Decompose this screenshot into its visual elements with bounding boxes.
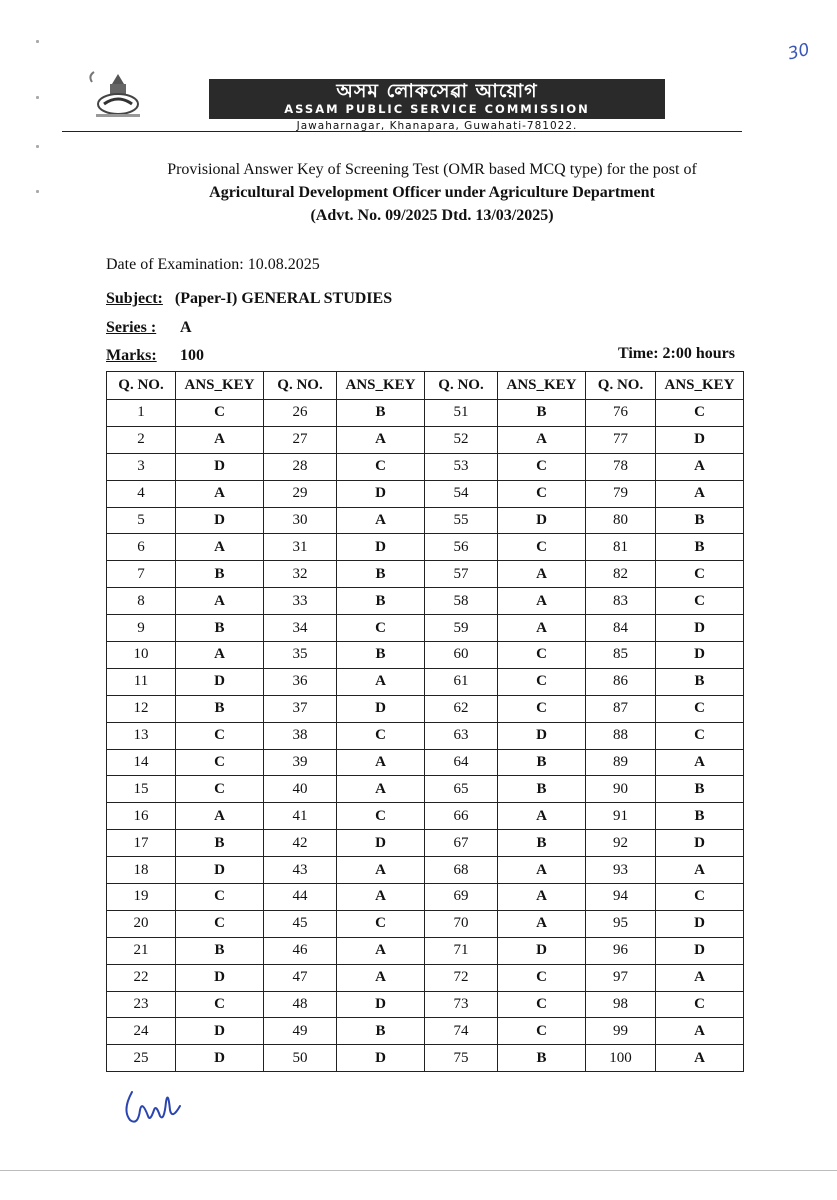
answer-key-cell: A (498, 561, 586, 588)
answer-key-cell: B (337, 561, 425, 588)
question-number-cell: 34 (264, 615, 337, 642)
question-number-cell: 30 (264, 507, 337, 534)
answer-key-cell: B (656, 668, 744, 695)
answer-key-cell: D (337, 1045, 425, 1072)
answer-key-cell: B (498, 749, 586, 776)
answer-key-cell: A (337, 857, 425, 884)
question-number-cell: 56 (425, 534, 498, 561)
exam-date: Date of Examination: 10.08.2025 (106, 256, 320, 273)
table-row (107, 937, 744, 964)
series-line (106, 318, 192, 338)
question-number-cell: 65 (425, 776, 498, 803)
question-number-cell: 8 (107, 588, 176, 615)
answer-key-cell: D (656, 642, 744, 669)
answer-key-cell: C (176, 910, 264, 937)
answer-key-cell: C (656, 884, 744, 911)
answer-key-cell: A (337, 668, 425, 695)
answer-key-cell: D (498, 937, 586, 964)
answer-key-cell: B (656, 507, 744, 534)
table-row (107, 507, 744, 534)
table-row (107, 588, 744, 615)
question-number-cell: 16 (107, 803, 176, 830)
answer-key-cell: D (337, 480, 425, 507)
question-number-cell: 68 (425, 857, 498, 884)
question-number-cell: 91 (586, 803, 656, 830)
table-row (107, 722, 744, 749)
answer-key-cell: C (176, 884, 264, 911)
question-number-cell: 10 (107, 642, 176, 669)
header-q-no: Q. NO. (425, 372, 498, 400)
question-number-cell: 71 (425, 937, 498, 964)
question-number-cell: 35 (264, 642, 337, 669)
question-number-cell: 29 (264, 480, 337, 507)
question-number-cell: 23 (107, 991, 176, 1018)
series-value: A (180, 319, 192, 336)
answer-key-cell: B (498, 776, 586, 803)
question-number-cell: 88 (586, 722, 656, 749)
table-row (107, 884, 744, 911)
header-ans-key: ANS_KEY (176, 372, 264, 400)
answer-key-cell: A (337, 884, 425, 911)
table-row (107, 830, 744, 857)
question-number-cell: 37 (264, 695, 337, 722)
question-number-cell: 82 (586, 561, 656, 588)
answer-key-cell: C (498, 534, 586, 561)
header-divider (62, 131, 742, 132)
question-number-cell: 93 (586, 857, 656, 884)
table-row (107, 991, 744, 1018)
answer-key-cell: B (176, 937, 264, 964)
answer-key-cell: C (498, 964, 586, 991)
question-number-cell: 19 (107, 884, 176, 911)
answer-key-cell: C (176, 722, 264, 749)
answer-key-cell: D (656, 937, 744, 964)
answer-key-cell: A (176, 480, 264, 507)
question-number-cell: 86 (586, 668, 656, 695)
answer-key-cell: A (656, 453, 744, 480)
question-number-cell: 78 (586, 453, 656, 480)
question-number-cell: 49 (264, 1018, 337, 1045)
question-number-cell: 75 (425, 1045, 498, 1072)
answer-key-cell: B (337, 1018, 425, 1045)
answer-key-cell: D (498, 722, 586, 749)
question-number-cell: 63 (425, 722, 498, 749)
answer-key-cell: A (498, 910, 586, 937)
question-number-cell: 15 (107, 776, 176, 803)
question-number-cell: 61 (425, 668, 498, 695)
question-number-cell: 24 (107, 1018, 176, 1045)
question-number-cell: 64 (425, 749, 498, 776)
header-q-no: Q. NO. (107, 372, 176, 400)
answer-key-cell: D (176, 507, 264, 534)
answer-key-cell: D (337, 991, 425, 1018)
answer-key-cell: D (176, 453, 264, 480)
table-header-row (107, 372, 744, 400)
table-row (107, 695, 744, 722)
table-row (107, 668, 744, 695)
table-row (107, 857, 744, 884)
question-number-cell: 84 (586, 615, 656, 642)
answer-key-cell: D (337, 534, 425, 561)
answer-key-cell: A (498, 426, 586, 453)
exam-time: Time: 2:00 hours (617, 345, 735, 362)
table-row (107, 480, 744, 507)
question-number-cell: 81 (586, 534, 656, 561)
question-number-cell: 45 (264, 910, 337, 937)
answer-key-cell: B (656, 534, 744, 561)
answer-key-cell: B (337, 642, 425, 669)
answer-key-cell: D (656, 426, 744, 453)
answer-key-cell: A (337, 937, 425, 964)
answer-key-cell: A (176, 426, 264, 453)
question-number-cell: 51 (425, 400, 498, 427)
answer-key-cell: B (498, 830, 586, 857)
question-number-cell: 44 (264, 884, 337, 911)
answer-key-cell: B (176, 561, 264, 588)
question-number-cell: 31 (264, 534, 337, 561)
question-number-cell: 20 (107, 910, 176, 937)
question-number-cell: 98 (586, 991, 656, 1018)
question-number-cell: 66 (425, 803, 498, 830)
question-number-cell: 60 (425, 642, 498, 669)
answer-key-cell: C (656, 991, 744, 1018)
answer-key-cell: C (498, 668, 586, 695)
bottom-divider (0, 1170, 837, 1171)
answer-key-cell: C (176, 749, 264, 776)
series-label: Series : (106, 319, 157, 336)
header-ans-key: ANS_KEY (656, 372, 744, 400)
question-number-cell: 28 (264, 453, 337, 480)
answer-key-cell: C (176, 400, 264, 427)
question-number-cell: 90 (586, 776, 656, 803)
question-number-cell: 11 (107, 668, 176, 695)
org-name-english: ASSAM PUBLIC SERVICE COMMISSION (284, 102, 590, 116)
table-row (107, 400, 744, 427)
header-ans-key: ANS_KEY (498, 372, 586, 400)
answer-key-cell: A (656, 749, 744, 776)
org-name-bengali: অসম লোকসেৱা আয়োগ (336, 80, 538, 102)
table-row (107, 534, 744, 561)
question-number-cell: 42 (264, 830, 337, 857)
answer-key-cell: B (176, 615, 264, 642)
answer-key-cell: C (176, 991, 264, 1018)
question-number-cell: 50 (264, 1045, 337, 1072)
answer-key-cell: B (656, 803, 744, 830)
answer-key-cell: C (498, 991, 586, 1018)
answer-key-cell: A (656, 857, 744, 884)
answer-key-cell: A (337, 507, 425, 534)
question-number-cell: 12 (107, 695, 176, 722)
header-q-no: Q. NO. (264, 372, 337, 400)
answer-key-cell: A (498, 615, 586, 642)
question-number-cell: 36 (264, 668, 337, 695)
org-address: Jawaharnagar, Khanapara, Guwahati-781022. (296, 120, 578, 132)
question-number-cell: 67 (425, 830, 498, 857)
question-number-cell: 54 (425, 480, 498, 507)
subject-line (106, 289, 392, 309)
question-number-cell: 83 (586, 588, 656, 615)
table-row (107, 615, 744, 642)
answer-key-cell: A (176, 642, 264, 669)
title-line-1: Provisional Answer Key of Screening Test (OMR based MCQ type) for the post of (167, 161, 697, 178)
marks-value: 100 (180, 347, 204, 364)
question-number-cell: 80 (586, 507, 656, 534)
answer-key-cell: A (176, 803, 264, 830)
answer-key-cell: C (498, 642, 586, 669)
answer-key-cell: C (498, 480, 586, 507)
question-number-cell: 21 (107, 937, 176, 964)
question-number-cell: 4 (107, 480, 176, 507)
title-line-3: (Advt. No. 09/2025 Dtd. 13/03/2025) (310, 207, 554, 224)
question-number-cell: 13 (107, 722, 176, 749)
header-q-no: Q. NO. (586, 372, 656, 400)
question-number-cell: 62 (425, 695, 498, 722)
answer-key-cell: A (656, 964, 744, 991)
question-number-cell: 9 (107, 615, 176, 642)
question-number-cell: 57 (425, 561, 498, 588)
answer-key-cell: A (176, 588, 264, 615)
answer-key-cell: C (337, 910, 425, 937)
answer-key-cell: D (656, 830, 744, 857)
document-title (70, 158, 794, 227)
question-number-cell: 94 (586, 884, 656, 911)
table-row (107, 749, 744, 776)
answer-key-cell: D (337, 830, 425, 857)
question-number-cell: 33 (264, 588, 337, 615)
question-number-cell: 26 (264, 400, 337, 427)
question-number-cell: 14 (107, 749, 176, 776)
question-number-cell: 74 (425, 1018, 498, 1045)
question-number-cell: 70 (425, 910, 498, 937)
question-number-cell: 73 (425, 991, 498, 1018)
question-number-cell: 46 (264, 937, 337, 964)
answer-key-cell: D (176, 1045, 264, 1072)
answer-key-cell: D (656, 910, 744, 937)
question-number-cell: 47 (264, 964, 337, 991)
answer-key-cell: B (498, 1045, 586, 1072)
answer-key-cell: A (498, 884, 586, 911)
table-row (107, 964, 744, 991)
answer-key-cell: C (337, 722, 425, 749)
question-number-cell: 18 (107, 857, 176, 884)
table-row (107, 642, 744, 669)
answer-key-cell: C (337, 803, 425, 830)
question-number-cell: 58 (425, 588, 498, 615)
marks-label: Marks: (106, 347, 157, 364)
subject-value: (Paper-I) GENERAL STUDIES (174, 290, 393, 307)
table-row (107, 561, 744, 588)
answer-key-cell: D (176, 1018, 264, 1045)
commission-banner (209, 79, 665, 119)
question-number-cell: 38 (264, 722, 337, 749)
answer-key-cell: B (337, 400, 425, 427)
answer-key-cell: D (176, 857, 264, 884)
marks-line (106, 346, 204, 366)
page-number: 30 (785, 39, 812, 65)
question-number-cell: 43 (264, 857, 337, 884)
answer-key-cell: B (176, 695, 264, 722)
answer-key-cell: C (337, 453, 425, 480)
question-number-cell: 59 (425, 615, 498, 642)
answer-key-cell: C (176, 776, 264, 803)
answer-key-cell: B (656, 776, 744, 803)
question-number-cell: 6 (107, 534, 176, 561)
question-number-cell: 1 (107, 400, 176, 427)
answer-key-cell: A (498, 857, 586, 884)
question-number-cell: 22 (107, 964, 176, 991)
question-number-cell: 77 (586, 426, 656, 453)
answer-key-cell: C (498, 695, 586, 722)
title-line-2: Agricultural Development Officer under Agriculture Department (209, 184, 655, 201)
question-number-cell: 96 (586, 937, 656, 964)
question-number-cell: 53 (425, 453, 498, 480)
question-number-cell: 99 (586, 1018, 656, 1045)
answer-key-cell: B (498, 400, 586, 427)
table-row (107, 910, 744, 937)
question-number-cell: 85 (586, 642, 656, 669)
question-number-cell: 48 (264, 991, 337, 1018)
answer-key-cell: B (176, 830, 264, 857)
answer-key-cell: D (498, 507, 586, 534)
question-number-cell: 27 (264, 426, 337, 453)
table-body (107, 400, 744, 1072)
table-row (107, 776, 744, 803)
question-number-cell: 40 (264, 776, 337, 803)
answer-key-cell: B (337, 588, 425, 615)
question-number-cell: 32 (264, 561, 337, 588)
table-row (107, 1018, 744, 1045)
answer-key-cell: D (656, 615, 744, 642)
question-number-cell: 41 (264, 803, 337, 830)
answer-key-cell: D (176, 668, 264, 695)
answer-key-cell: C (656, 722, 744, 749)
question-number-cell: 5 (107, 507, 176, 534)
answer-key-cell: C (656, 588, 744, 615)
answer-key-cell: A (498, 588, 586, 615)
answer-key-cell: A (337, 426, 425, 453)
question-number-cell: 97 (586, 964, 656, 991)
header-ans-key: ANS_KEY (337, 372, 425, 400)
answer-key-cell: A (337, 776, 425, 803)
answer-key-cell: D (337, 695, 425, 722)
question-number-cell: 76 (586, 400, 656, 427)
question-number-cell: 55 (425, 507, 498, 534)
scan-marks (36, 40, 46, 210)
answer-key-cell: A (656, 1018, 744, 1045)
question-number-cell: 3 (107, 453, 176, 480)
answer-key-cell: C (337, 615, 425, 642)
question-number-cell: 52 (425, 426, 498, 453)
answer-key-cell: D (176, 964, 264, 991)
answer-key-cell: A (337, 964, 425, 991)
question-number-cell: 87 (586, 695, 656, 722)
question-number-cell: 25 (107, 1045, 176, 1072)
subject-label: Subject: (106, 290, 163, 307)
question-number-cell: 79 (586, 480, 656, 507)
answer-key-cell: C (656, 561, 744, 588)
question-number-cell: 89 (586, 749, 656, 776)
answer-key-cell: C (656, 695, 744, 722)
answer-key-cell: A (656, 480, 744, 507)
question-number-cell: 7 (107, 561, 176, 588)
answer-key-cell: C (498, 453, 586, 480)
question-number-cell: 95 (586, 910, 656, 937)
question-number-cell: 2 (107, 426, 176, 453)
answer-key-cell: C (498, 1018, 586, 1045)
answer-key-cell: A (498, 803, 586, 830)
answer-key-table (106, 371, 744, 1072)
apsc-emblem-icon (84, 70, 154, 122)
question-number-cell: 100 (586, 1045, 656, 1072)
question-number-cell: 69 (425, 884, 498, 911)
table-row (107, 426, 744, 453)
question-number-cell: 17 (107, 830, 176, 857)
question-number-cell: 72 (425, 964, 498, 991)
answer-key-cell: A (337, 749, 425, 776)
table-row (107, 803, 744, 830)
table-row (107, 453, 744, 480)
question-number-cell: 92 (586, 830, 656, 857)
answer-key-cell: A (656, 1045, 744, 1072)
question-number-cell: 39 (264, 749, 337, 776)
table-row (107, 1045, 744, 1072)
answer-key-cell: A (176, 534, 264, 561)
answer-key-cell: C (656, 400, 744, 427)
handwritten-initials (120, 1080, 190, 1130)
